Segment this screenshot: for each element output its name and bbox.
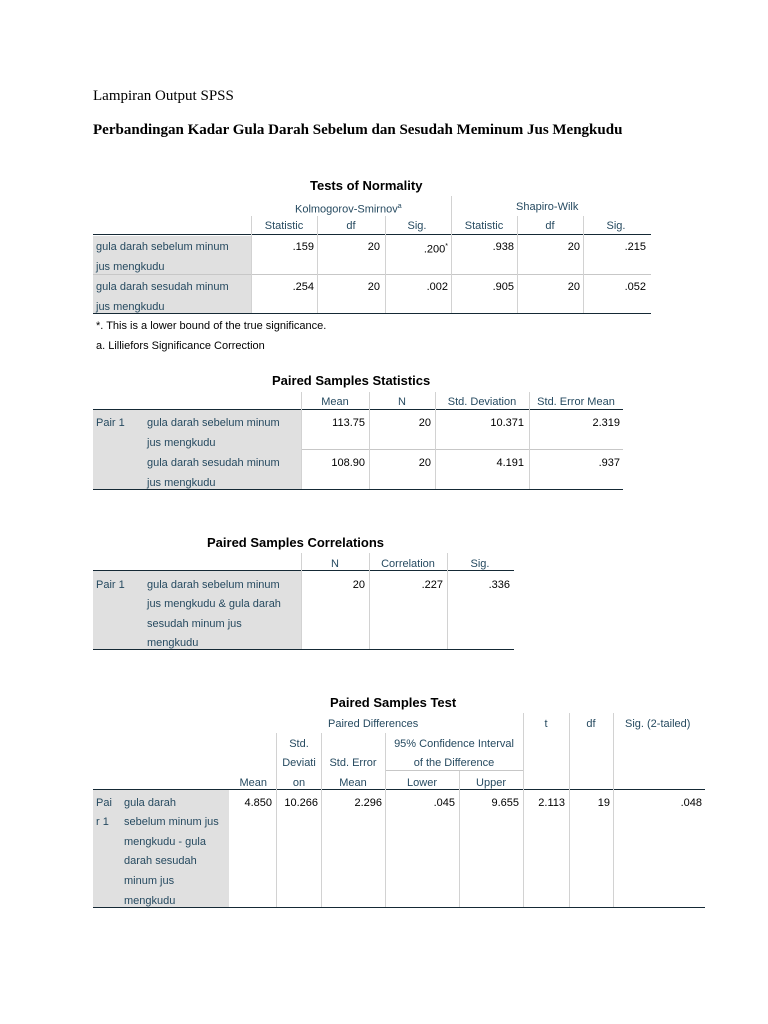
col-header-lower: Lower: [407, 777, 437, 789]
col-header: Std. Error Mean: [537, 396, 615, 408]
test-title: Paired Samples Test: [330, 695, 457, 710]
cell: .938: [492, 241, 514, 253]
cell: .336: [488, 579, 510, 591]
paired-diff-header: Paired Differences: [328, 718, 419, 730]
row-divider: [93, 274, 651, 275]
cell: 20: [418, 457, 431, 469]
col-header: Sig.: [606, 220, 626, 232]
col-header-se: Std. Error: [329, 757, 377, 769]
cell: .937: [598, 457, 620, 469]
col-divider: [301, 553, 302, 649]
cell: 10.266: [284, 797, 318, 809]
row-label: mengkudu: [124, 895, 176, 907]
col-header-sd: on: [292, 777, 306, 789]
cell: 20: [567, 281, 580, 293]
ci-header: 95% Confidence Interval: [394, 738, 514, 750]
cell: .045: [433, 797, 455, 809]
col-header-t: t: [544, 718, 548, 730]
header-rule: [93, 409, 623, 410]
page-subheading: Perbandingan Kadar Gula Darah Sebelum dan Sesudah Meminum Jus Mengkudu: [93, 122, 623, 138]
col-header-mean: Mean: [239, 777, 267, 789]
pair-label: Pai: [96, 797, 112, 809]
col-divider: [385, 733, 386, 907]
cell: 108.90: [331, 457, 365, 469]
col-header: Sig.: [407, 220, 427, 232]
col-header: N: [331, 558, 339, 570]
corr-title: Paired Samples Correlations: [207, 535, 385, 550]
col-header-sd: Deviati: [282, 757, 316, 769]
row-label: gula darah sebelum minum: [96, 241, 229, 253]
row-label: jus mengkudu: [96, 301, 165, 313]
col-header: Sig.: [470, 558, 490, 570]
footnote: a. Lilliefors Significance Correction: [96, 340, 265, 352]
stats-title: Paired Samples Statistics: [272, 373, 431, 388]
row-label: jus mengkudu: [147, 477, 216, 489]
col-divider: [517, 216, 518, 313]
col-header-df: df: [586, 718, 596, 730]
ci-underline: [385, 770, 523, 771]
col-divider: [459, 771, 460, 907]
cell: .215: [624, 241, 646, 253]
cell: 20: [418, 417, 431, 429]
col-divider: [369, 553, 370, 649]
col-divider: [321, 733, 322, 907]
row-label: mengkudu: [147, 637, 199, 649]
col-divider: [317, 216, 318, 313]
cell: .254: [292, 281, 314, 293]
col-divider: [583, 216, 584, 313]
col-header-sig: Sig. (2-tailed): [625, 718, 691, 730]
col-header-se: Mean: [339, 777, 367, 789]
cell: .159: [292, 241, 314, 253]
col-divider: [435, 392, 436, 489]
page-heading: Lampiran Output SPSS: [93, 88, 234, 104]
cell: .002: [426, 281, 448, 293]
cell: 20: [567, 241, 580, 253]
col-header: df: [346, 220, 356, 232]
row-label: minum jus: [124, 875, 175, 887]
row-label: jus mengkudu: [147, 437, 216, 449]
header-rule: [93, 234, 651, 235]
col-divider: [447, 553, 448, 649]
sw-group-header: Shapiro-Wilk: [516, 201, 579, 213]
col-header-upper: Upper: [476, 777, 506, 789]
cell: 4.191: [496, 457, 524, 469]
col-header: df: [545, 220, 555, 232]
cell: .048: [680, 797, 702, 809]
col-divider: [523, 713, 524, 907]
normality-title: Tests of Normality: [310, 178, 423, 193]
cell: .200*: [423, 243, 448, 256]
bottom-rule: [93, 907, 705, 908]
ci-header: of the Difference: [413, 757, 495, 769]
row-label: sesudah minum jus: [147, 618, 242, 630]
cell: 19: [597, 797, 610, 809]
col-header: Statistic: [464, 220, 504, 232]
cell: .227: [421, 579, 443, 591]
cell: 2.319: [592, 417, 620, 429]
col-divider: [613, 713, 614, 907]
row-label: gula darah sesudah minum: [147, 457, 280, 469]
col-header-sd: Std.: [289, 738, 309, 750]
footnote: *. This is a lower bound of the true significance.: [96, 320, 327, 332]
row-label: gula darah sesudah minum: [96, 281, 229, 293]
ks-group-header: Kolmogorov-Smirnov$^a$: [295, 203, 402, 216]
row-label: gula darah: [124, 797, 176, 809]
header-rule: [93, 570, 514, 571]
row-label: jus mengkudu: [96, 261, 165, 273]
cell: 4.850: [244, 797, 272, 809]
row-label: gula darah sebelum minum: [147, 417, 280, 429]
pair-label: r 1: [96, 816, 109, 828]
col-divider: [529, 392, 530, 489]
cell: 20: [367, 241, 380, 253]
col-divider: [276, 733, 277, 907]
cell: 2.296: [354, 797, 382, 809]
col-header: N: [398, 396, 406, 408]
col-header: Mean: [321, 396, 349, 408]
row-label: sebelum minum jus: [124, 816, 219, 828]
row-label: gula darah sebelum minum: [147, 579, 280, 591]
cell: .052: [624, 281, 646, 293]
cell: .905: [492, 281, 514, 293]
row-label: jus mengkudu & gula darah: [147, 598, 281, 610]
row-label: darah sesudah: [124, 855, 197, 867]
col-divider: [369, 392, 370, 489]
row-label: mengkudu - gula: [124, 836, 206, 848]
col-header: Correlation: [381, 558, 435, 570]
cell: 20: [352, 579, 365, 591]
pair-label: Pair 1: [96, 579, 125, 591]
col-divider: [569, 713, 570, 907]
row-divider: [301, 449, 623, 450]
cell: 9.655: [491, 797, 519, 809]
col-divider: [301, 392, 302, 489]
col-divider: [385, 216, 386, 313]
col-divider: [251, 216, 252, 313]
cell: 10.371: [490, 417, 524, 429]
cell: 113.75: [332, 417, 365, 429]
pair-label: Pair 1: [96, 417, 125, 429]
col-header: Std. Deviation: [447, 396, 517, 408]
cell: 20: [367, 281, 380, 293]
col-divider: [451, 196, 452, 313]
col-header: Statistic: [264, 220, 304, 232]
cell: 2.113: [538, 797, 565, 809]
bottom-rule: [93, 313, 651, 314]
